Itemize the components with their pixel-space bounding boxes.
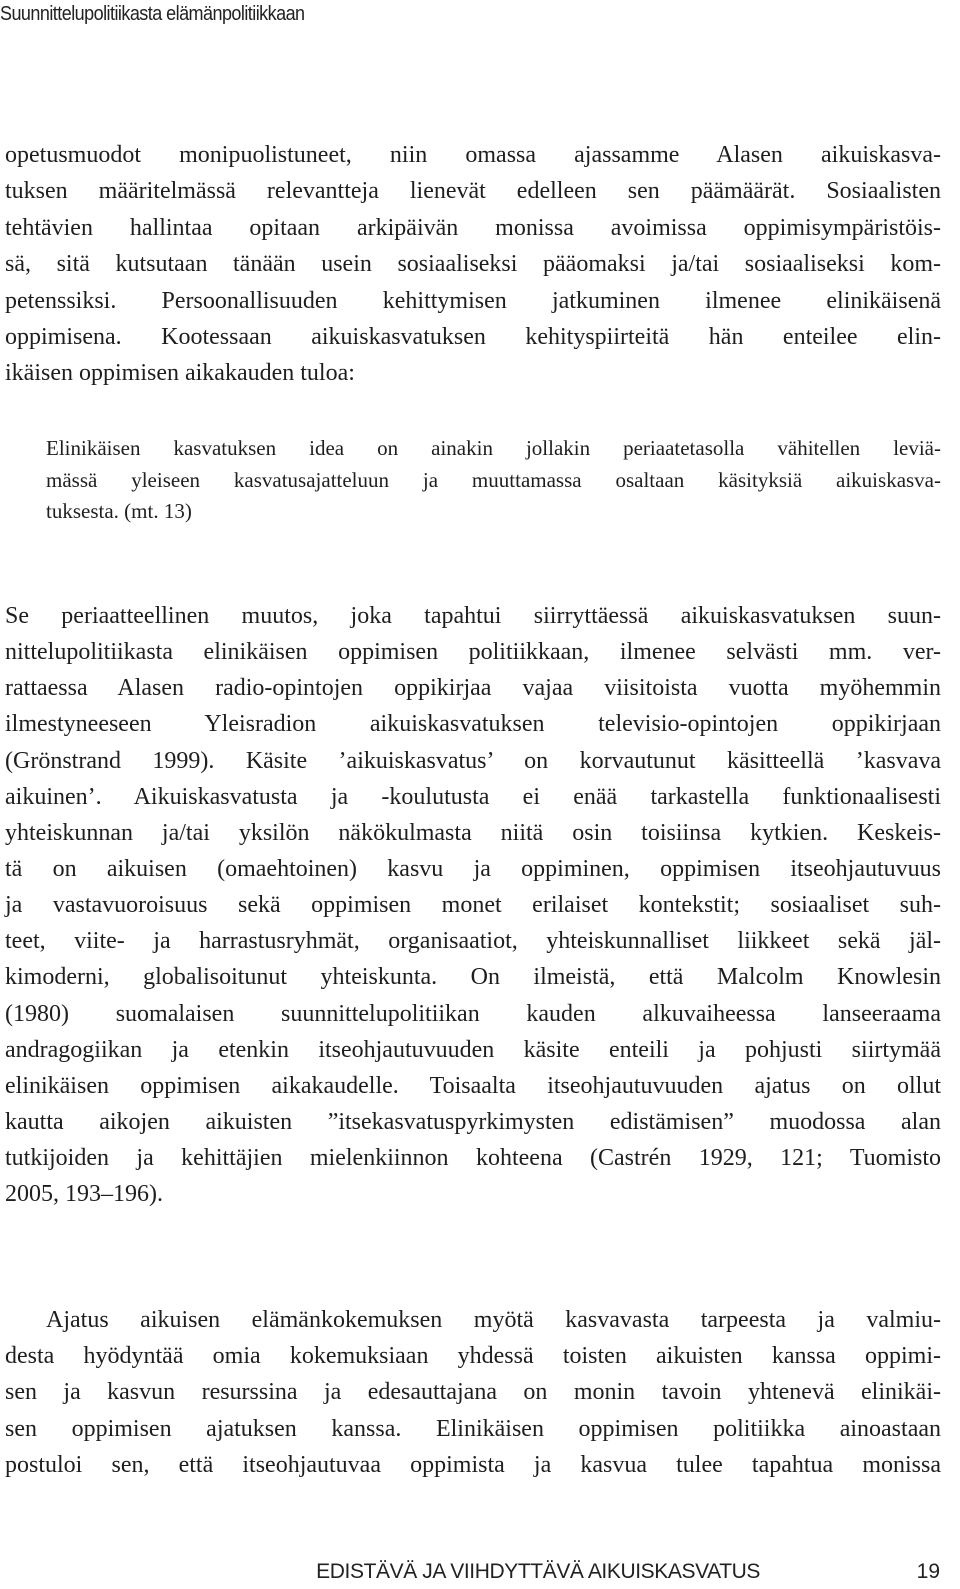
text-line: ikäisen oppimisen aikakauden tuloa: [5, 360, 355, 387]
quote-line: Elinikäisen kasvatuksen idea on ainakin jollakin periaatetasolla vähitellen leviä- [46, 436, 941, 460]
text-line: rattaessa Alasen radio-opintojen oppikirjaa vajaa viisitoista vuotta myöhemmin [5, 675, 941, 702]
text-line: kimoderni, globalisoitunut yhteiskunta. On ilmeistä, että Malcolm Knowlesin [5, 964, 941, 991]
block-quote [46, 436, 941, 531]
text-line: tehtävien hallintaa opitaan arkipäivän monissa avoimissa oppimisympäristöis- [5, 214, 941, 241]
quote-line: mässä yleiseen kasvatusajatteluun ja muuttamassa osaltaan käsityksiä aikuiskasva- [46, 467, 941, 492]
text-line: postuloi sen, että itseohjautuvaa oppimista ja kasvua tulee tapahtua monissa [5, 1451, 941, 1478]
text-line: (Grönstrand 1999). Käsite ’aikuiskasvatus’ on korvautunut käsitteellä ’kasvava [5, 747, 941, 774]
quote-line: tuksesta. (mt. 13) [46, 499, 192, 523]
text-line: 2005, 193–196). [5, 1181, 163, 1208]
page-number: 19 [916, 1560, 940, 1583]
paragraph-1 [5, 142, 941, 397]
text-line: Ajatus aikuisen elämänkokemuksen myötä kasvavasta tarpeesta ja valmiu- [46, 1307, 941, 1333]
text-line: sen oppimisen ajatuksen kanssa. Elinikäisen oppimisen politiikka ainoastaan [5, 1415, 941, 1442]
running-header: Suunnittelupolitiikasta elämänpolitiikkaan [0, 3, 305, 25]
paragraph-2 [5, 603, 941, 1217]
text-line: Se periaatteellinen muutos, joka tapahtui siirryttäessä aikuiskasvatuksen suun- [5, 603, 941, 629]
text-line: tuksen määritelmässä relevantteja lienevät edelleen sen päämäärät. Sosiaalisten [5, 178, 941, 205]
text-line: sen ja kasvun resurssina ja edesauttajana on monin tavoin yhtenevä elinikäi- [5, 1379, 941, 1406]
text-line: elinikäisen oppimisen aikakaudelle. Toisaalta itseohjautuvuuden ajatus on ollut [5, 1072, 941, 1099]
text-line: ilmestyneeseen Yleisradion aikuiskasvatuksen televisio-opintojen oppikirjaan [5, 711, 941, 738]
text-line: (1980) suomalaisen suunnittelupolitiikan kauden alkuvaiheessa lanseeraama [5, 1000, 941, 1027]
text-line: desta hyödyntää omia kokemuksiaan yhdessä toisten aikuisten kanssa oppimi- [5, 1343, 941, 1370]
text-line: tä on aikuisen (omaehtoinen) kasvu ja oppiminen, oppimisen itseohjautuvuus [5, 855, 941, 882]
text-line: tutkijoiden ja kehittäjien mielenkiinnon kohteena (Castrén 1929, 121; Tuomisto [5, 1145, 941, 1172]
text-line: kautta aikojen aikuisten ”itsekasvatuspyrkimysten edistämisen” muodossa alan [5, 1108, 941, 1135]
text-line: ja vastavuoroisuus sekä oppimisen monet erilaiset kontekstit; sosiaaliset suh- [5, 892, 941, 919]
running-footer-title: EDISTÄVÄ JA VIIHDYTTÄVÄ AIKUISKASVATUS [316, 1560, 760, 1583]
paragraph-3 [5, 1307, 941, 1488]
text-line: andragogiikan ja etenkin itseohjautuvuuden käsite enteili ja pohjusti siirtymää [5, 1036, 941, 1063]
text-line: sä, sitä kutsutaan tänään usein sosiaaliseksi pääomaksi ja/tai sosiaaliseksi kom- [5, 251, 941, 278]
text-line: oppimisena. Kootessaan aikuiskasvatuksen kehityspiirteitä hän enteilee elin- [5, 323, 941, 350]
text-line: petenssiksi. Persoonallisuuden kehittymisen jatkuminen ilmenee elinikäisenä [5, 287, 941, 314]
text-line: yhteiskunnan ja/tai yksilön näkökulmasta niitä osin toisiinsa kytkien. Keskeis- [5, 819, 941, 846]
text-line: opetusmuodot monipuolistuneet, niin omassa ajassamme Alasen aikuiskasva- [5, 142, 941, 168]
text-line: aikuinen’. Aikuiskasvatusta ja -koulutusta ei enää tarkastella funktionaalisesti [5, 783, 941, 810]
text-line: nittelupolitiikasta elinikäisen oppimisen politiikkaan, ilmenee selvästi mm. ver- [5, 639, 941, 666]
text-line: teet, viite- ja harrastusryhmät, organisaatiot, yhteiskunnalliset liikkeet sekä jäl- [5, 928, 941, 955]
